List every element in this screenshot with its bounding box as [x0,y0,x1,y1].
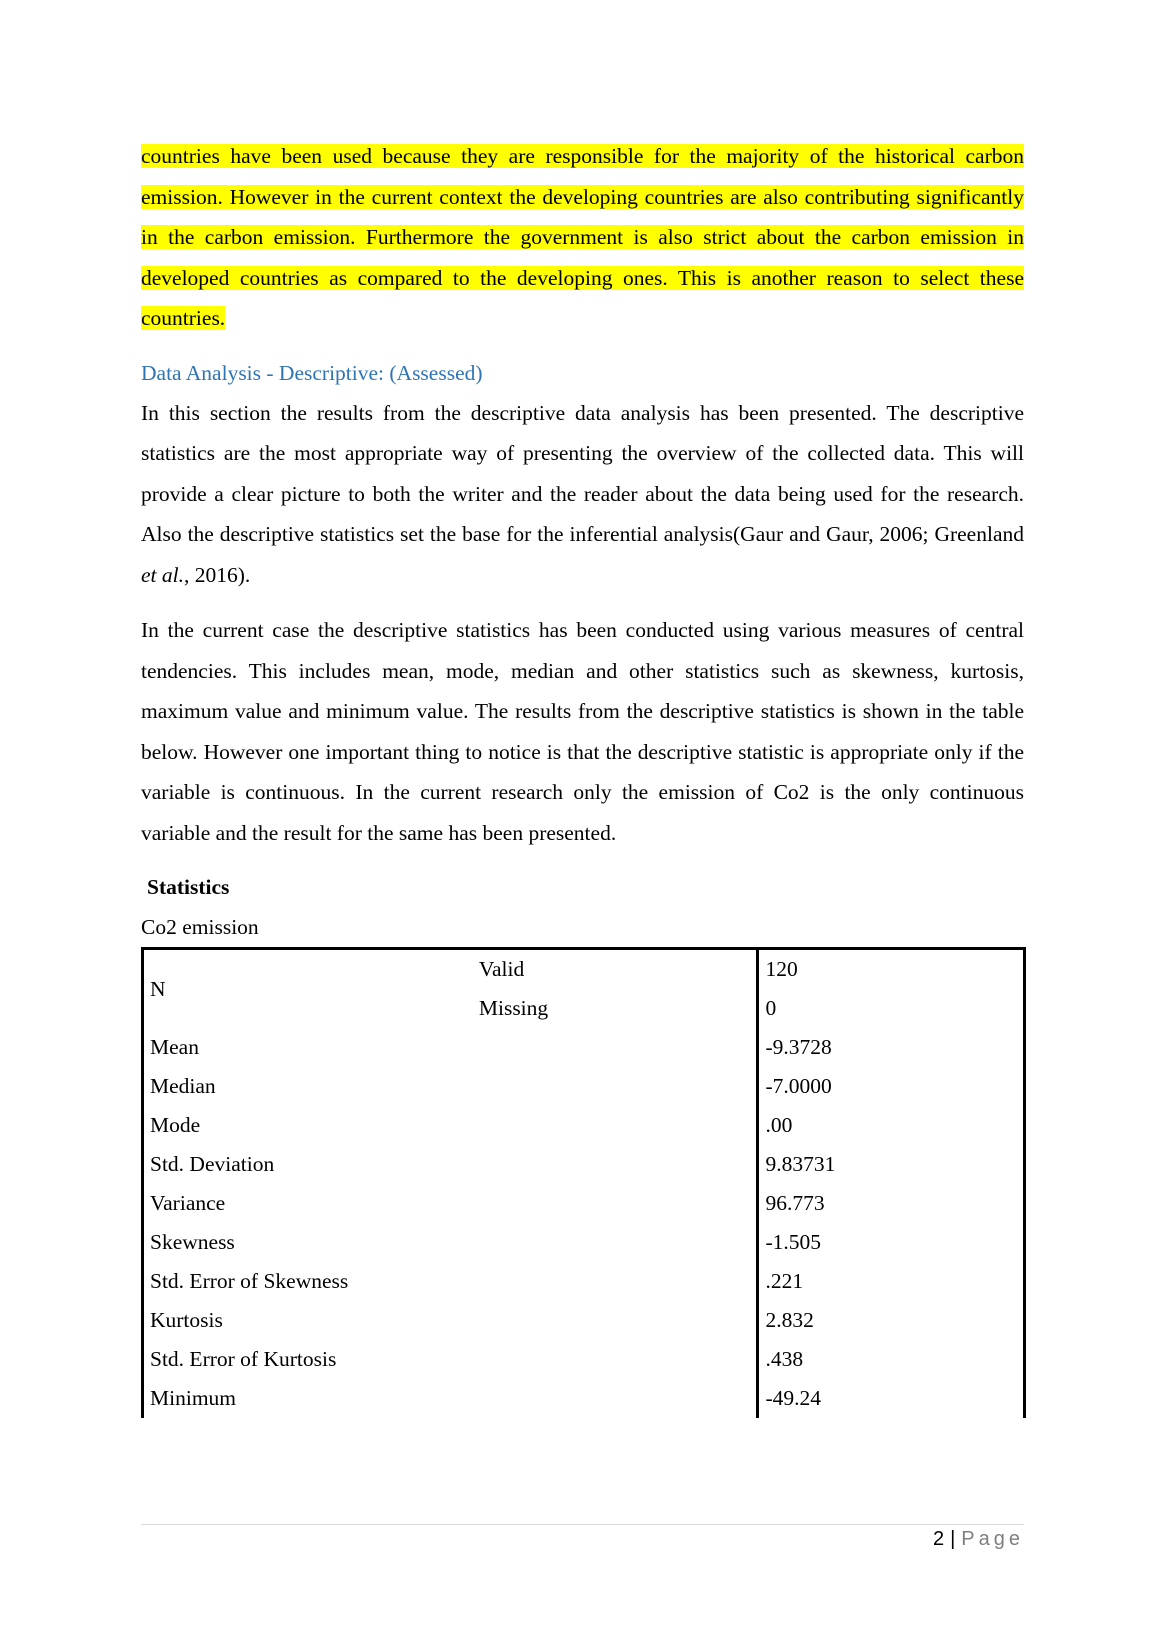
footer-separator: | [950,1528,956,1550]
n-missing-label: Missing [478,996,549,1020]
stat-label: Median [143,1067,473,1106]
stat-value: -1.505 [758,1223,1025,1262]
table-title: Statistics [147,875,230,899]
paragraph-descriptive-intro [141,393,1024,596]
stat-empty-cell [473,1106,758,1145]
stat-empty-cell [473,1067,758,1106]
stat-empty-cell [473,1340,758,1379]
stat-label: Mean [143,1028,473,1067]
page-number: 2 [932,1528,945,1550]
stat-value: -9.3728 [758,1028,1025,1067]
stat-label: Variance [143,1184,473,1223]
n-label: N [143,949,473,1029]
stat-empty-cell [473,1145,758,1184]
stat-empty-cell [473,1379,758,1418]
stat-label: Std. Deviation [143,1145,473,1184]
paragraph-text-end: , 2016). [184,562,251,587]
stat-value: 96.773 [758,1184,1025,1223]
intro-paragraph [141,136,1024,339]
italic-text: et al. [141,562,184,587]
stat-label: Std. Error of Skewness [143,1262,473,1301]
n-valid-label: Valid [478,957,525,981]
paragraph-text: In this section the results from the descriptive data analysis has been presented. The descriptive statistics are the most appropriate way of presenting the overview of the collected data. This will provide a clear picture to both the writer and the reader about the data being used for the research. Also the descriptive statistics set the base for the inferential analysis(Gaur and Gaur, 2006; Greenland [141,400,1024,546]
table-row [143,1106,1025,1145]
stat-value: .221 [758,1262,1025,1301]
table-row [143,1028,1025,1067]
statistics-table [141,947,1026,1418]
paragraph-current-case: In the current case the descriptive statistics has been conducted using various measures of central tendencies. This includes mean, mode, median and other statistics such as skewness, kurtosis, maximum value and minimum value. The results from the descriptive statistics is shown in the table below. However one important thing to notice is that the descriptive statistic is appropriate only if the variable is continuous. In the current research only the emission of Co2 is the only continuous variable and the result for the same has been presented. [141,618,1024,845]
stat-empty-cell [473,1028,758,1067]
table-row [143,1184,1025,1223]
document-page [141,136,1024,1418]
stat-value: -7.0000 [758,1067,1025,1106]
footer-divider [141,1524,1024,1525]
stat-value: -49.24 [758,1379,1025,1418]
stat-value: .438 [758,1340,1025,1379]
stat-label: Kurtosis [143,1301,473,1340]
stat-empty-cell [473,1301,758,1340]
table-row [143,1223,1025,1262]
n-valid-value: 120 [758,949,1025,990]
table-subtitle: Co2 emission [141,915,259,939]
stat-label: Mode [143,1106,473,1145]
stat-empty-cell [473,1184,758,1223]
table-row [143,1340,1025,1379]
table-row [143,1379,1025,1418]
stat-empty-cell [473,1223,758,1262]
n-missing-value: 0 [758,989,1025,1028]
page-footer [933,1528,1024,1551]
table-row [143,1145,1025,1184]
table-row [143,1262,1025,1301]
stat-value: 2.832 [758,1301,1025,1340]
page-word: Page [961,1528,1024,1550]
table-row [143,1067,1025,1106]
stat-label: Minimum [143,1379,473,1418]
stat-empty-cell [473,1262,758,1301]
table-row [143,949,1025,990]
stat-value: .00 [758,1106,1025,1145]
stat-label: Std. Error of Kurtosis [143,1340,473,1379]
table-row [143,1301,1025,1340]
stat-value: 9.83731 [758,1145,1025,1184]
stat-label: Skewness [143,1223,473,1262]
section-heading: Data Analysis - Descriptive: (Assessed) [141,360,483,385]
highlighted-text: countries have been used because they are responsible for the majority of the historical carbon emission. However in the current context the developing countries are also contributing significantly in the carbon emission. Furthermore the government is also strict about the carbon emission in developed countries as compared to the developing ones. This is another reason to select these countries. [141,144,1024,330]
